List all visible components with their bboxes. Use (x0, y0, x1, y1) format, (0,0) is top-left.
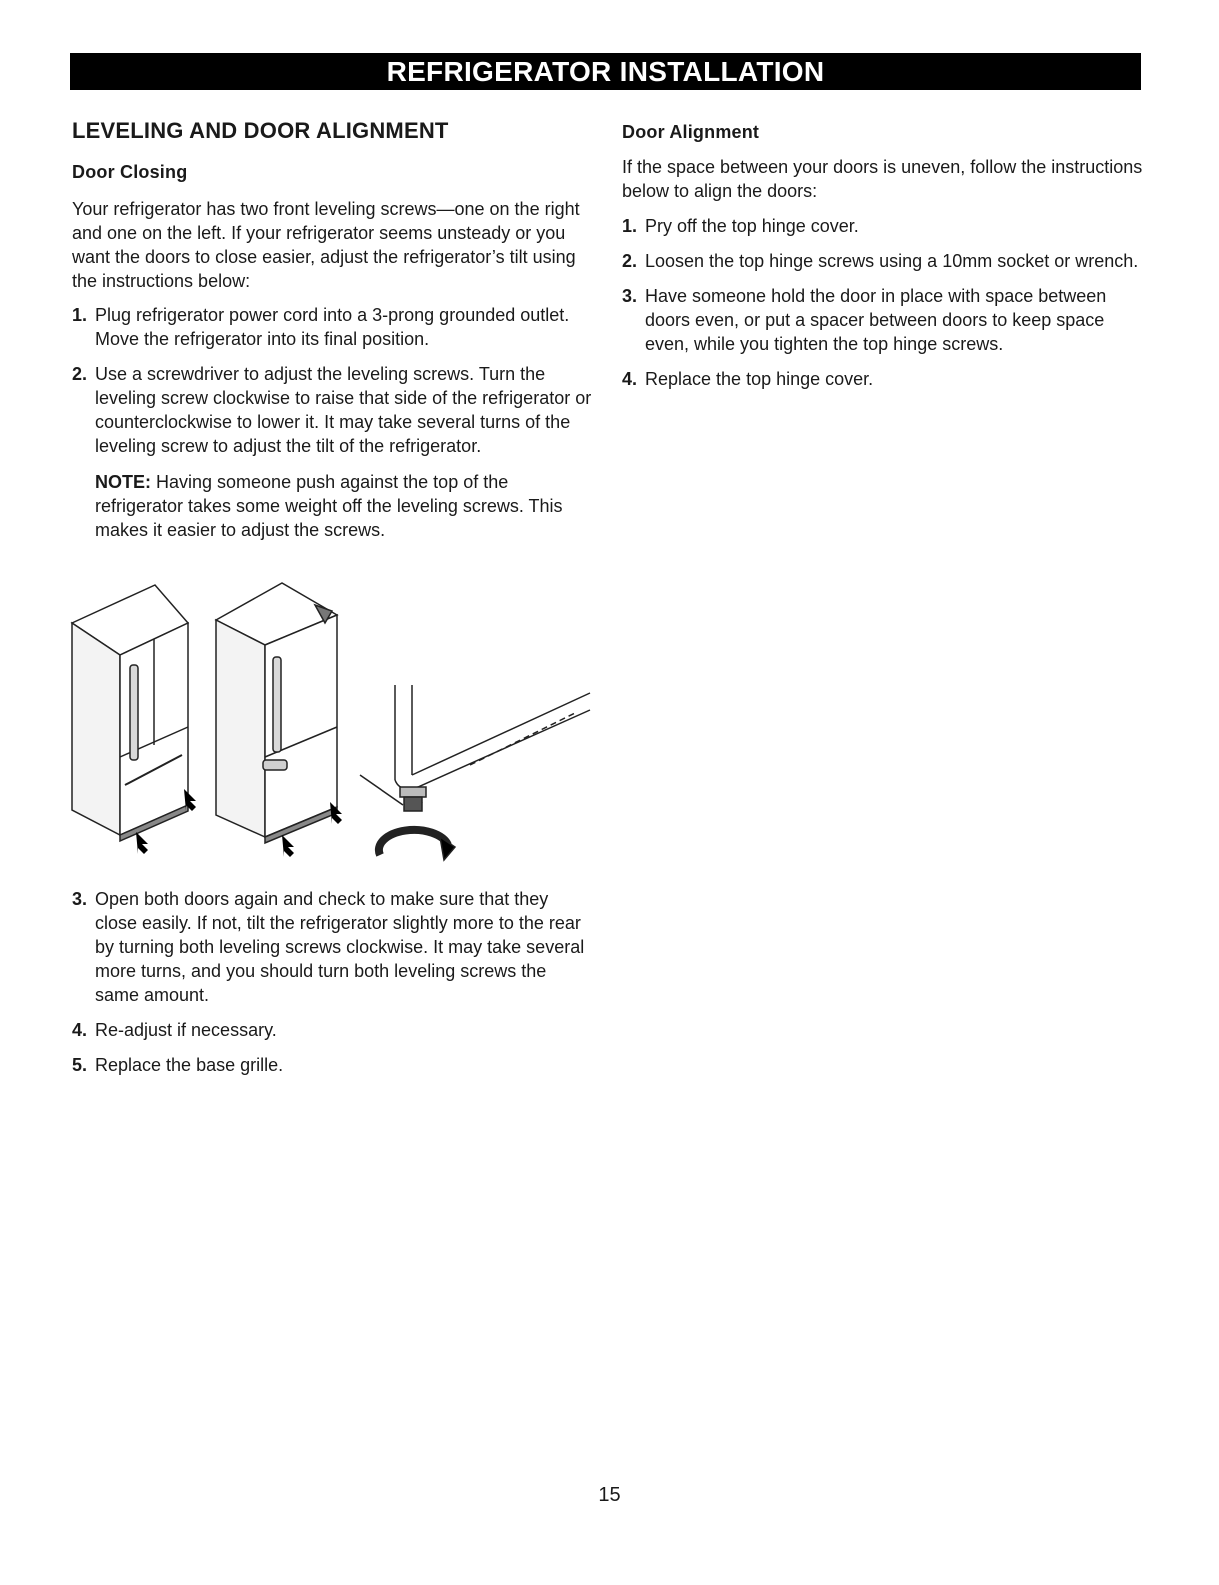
refrigerator-right-drawing (216, 583, 337, 843)
step-text: Replace the base grille. (95, 1055, 284, 1075)
door-closing-intro: Your refrigerator has two front leveling screws—one on the right and one on the left. If your refrigerator seems unsteady or you want the doors to close easier, adjust the refrigerator’s tilt using the instructions below: (72, 199, 580, 291)
step-number: 5. (72, 1055, 88, 1075)
step-number: 4. (622, 369, 638, 389)
step-number: 1. (72, 305, 88, 325)
step-text: Pry off the top hinge cover. (645, 216, 859, 236)
list-item (622, 367, 1152, 391)
page-header-title: REFRIGERATOR INSTALLATION (386, 56, 825, 87)
rotation-arrow-icon (379, 830, 455, 860)
list-item (72, 1018, 592, 1042)
step-text: Use a screwdriver to adjust the leveling screws. Turn the leveling screw clockwise to raise that side of the refrigerator or counterclockwise to lower it. It may take several turns of the leveling screw to adjust the tilt of the refrigerator. (95, 364, 592, 456)
note-label: NOTE: (95, 472, 151, 492)
step-text: Have someone hold the door in place with space between doors even, or put a spacer between doors to keep space even, while you tighten the top hinge screws. (645, 286, 1107, 354)
step-text: Loosen the top hinge screws using a 10mm socket or wrench. (645, 251, 1139, 271)
step-text: Re-adjust if necessary. (95, 1020, 277, 1040)
door-alignment-intro: If the space between your doors is uneven, follow the instructions below to align the doors: (622, 157, 1143, 201)
step-number: 3. (72, 889, 88, 909)
right-column (622, 118, 1152, 391)
note (95, 470, 592, 542)
left-column-continued (72, 887, 592, 1077)
page-header-bar (70, 53, 1141, 90)
refrigerator-left-drawing (72, 585, 188, 841)
step-number: 2. (622, 251, 638, 271)
door-alignment-title: Door Alignment (622, 122, 760, 142)
note-text: Having someone push against the top of the refrigerator takes some weight off the leveling screws. This makes it easier to adjust the screws. (95, 472, 563, 540)
leveling-foot-detail (360, 685, 590, 811)
step-text: Replace the top hinge cover. (645, 369, 874, 389)
list-item (622, 214, 1152, 238)
page-number: 15 (598, 1484, 621, 1506)
list-item (72, 887, 592, 1007)
step-number: 3. (622, 286, 638, 306)
door-closing-title: Door Closing (72, 162, 188, 182)
step-number: 2. (72, 364, 88, 384)
step-number: 4. (72, 1020, 88, 1040)
list-item (622, 284, 1152, 356)
refrigerator-illustration (70, 575, 600, 875)
step-text: Open both doors again and check to make sure that they close easily. If not, tilt the refrigerator slightly more to the rear by turning both leveling screws clockwise. It may take several more turns, and you should turn both leveling screws the same amount. (95, 889, 585, 1005)
list-item (622, 249, 1152, 273)
list-item (72, 303, 592, 351)
left-column (72, 118, 592, 542)
step-text: Plug refrigerator power cord into a 3-prong grounded outlet. Move the refrigerator into its final position. (95, 305, 570, 349)
list-item (72, 1053, 592, 1077)
section-title: LEVELING AND DOOR ALIGNMENT (72, 118, 449, 143)
leveling-illustration (70, 575, 600, 875)
step-number: 1. (622, 216, 638, 236)
list-item (72, 362, 592, 458)
